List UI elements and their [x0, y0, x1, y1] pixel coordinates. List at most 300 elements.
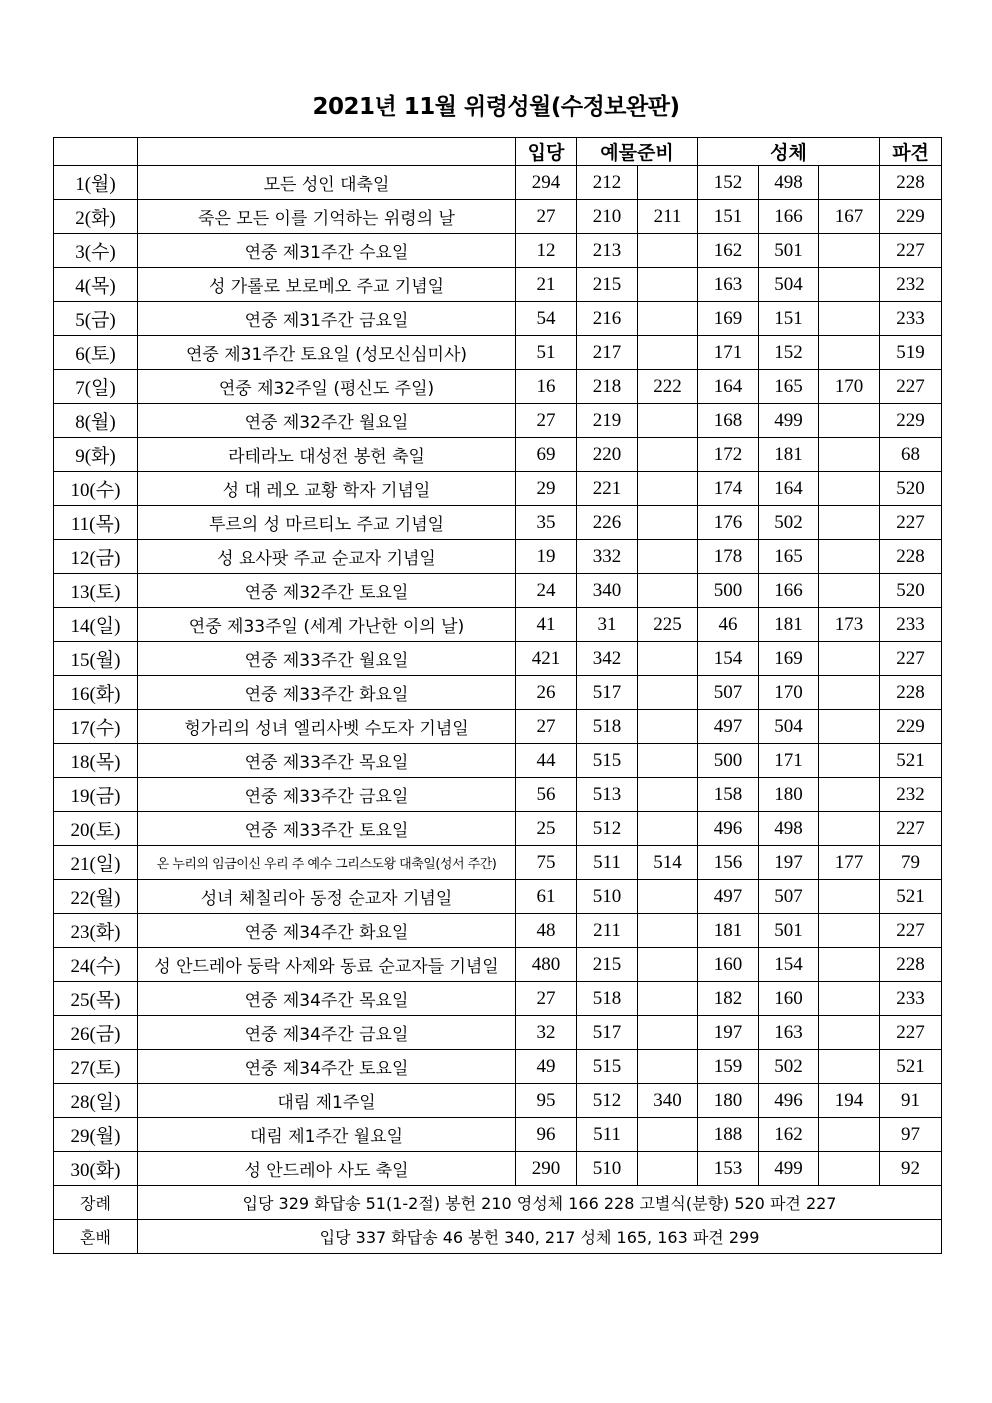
cell-offertory-2: [638, 404, 698, 438]
table-row: [54, 540, 942, 574]
cell-day: 13(토): [54, 574, 138, 608]
cell-communion-3: [819, 778, 880, 812]
cell-feast: 연중 제32주간 월요일: [138, 404, 516, 438]
cell-day: 24(수): [54, 948, 138, 982]
cell-communion-2: 163: [759, 1016, 819, 1050]
cell-offertory-2: [638, 1016, 698, 1050]
cell-communion-3: [819, 982, 880, 1016]
cell-dismissal: 233: [880, 608, 942, 642]
cell-dismissal: 521: [880, 1050, 942, 1084]
cell-day: 16(화): [54, 676, 138, 710]
cell-dismissal: 227: [880, 370, 942, 404]
cell-day: 9(화): [54, 438, 138, 472]
cell-dismissal: 227: [880, 642, 942, 676]
cell-offertory-1: 513: [577, 778, 638, 812]
cell-feast: 연중 제33주간 화요일: [138, 676, 516, 710]
cell-communion-1: 164: [698, 370, 759, 404]
cell-dismissal: 520: [880, 574, 942, 608]
cell-entrance: 75: [516, 846, 577, 880]
cell-communion-3: [819, 812, 880, 846]
cell-feast: 연중 제33주간 토요일: [138, 812, 516, 846]
cell-feast: 연중 제32주간 토요일: [138, 574, 516, 608]
cell-dismissal: 229: [880, 200, 942, 234]
cell-offertory-1: 210: [577, 200, 638, 234]
cell-dismissal: 521: [880, 880, 942, 914]
cell-feast: 라테라노 대성전 봉헌 축일: [138, 438, 516, 472]
table-row: [54, 608, 942, 642]
cell-feast: 성 요사팟 주교 순교자 기념일: [138, 540, 516, 574]
cell-entrance: 27: [516, 404, 577, 438]
header-feast: [138, 138, 516, 166]
cell-day: 5(금): [54, 302, 138, 336]
cell-feast: 연중 제34주간 화요일: [138, 914, 516, 948]
note-text: 입당 329 화답송 51(1-2절) 봉헌 210 영성체 166 228 고별식(분향) 520 파견 227: [138, 1186, 942, 1220]
cell-feast: 연중 제33주간 월요일: [138, 642, 516, 676]
cell-entrance: 48: [516, 914, 577, 948]
cell-feast: 모든 성인 대축일: [138, 166, 516, 200]
cell-offertory-2: [638, 1118, 698, 1152]
cell-feast: 연중 제34주간 토요일: [138, 1050, 516, 1084]
cell-dismissal: 232: [880, 778, 942, 812]
cell-day: 8(월): [54, 404, 138, 438]
cell-communion-3: 173: [819, 608, 880, 642]
cell-entrance: 27: [516, 200, 577, 234]
cell-entrance: 95: [516, 1084, 577, 1118]
cell-offertory-2: [638, 540, 698, 574]
cell-communion-3: [819, 1050, 880, 1084]
table-row: [54, 676, 942, 710]
cell-communion-2: 498: [759, 166, 819, 200]
table-row: [54, 744, 942, 778]
cell-communion-3: [819, 438, 880, 472]
cell-communion-1: 497: [698, 880, 759, 914]
cell-communion-2: 498: [759, 812, 819, 846]
cell-communion-3: 167: [819, 200, 880, 234]
cell-communion-1: 156: [698, 846, 759, 880]
cell-feast: 연중 제31주간 금요일: [138, 302, 516, 336]
cell-communion-1: 496: [698, 812, 759, 846]
cell-feast: 성 대 레오 교황 학자 기념일: [138, 472, 516, 506]
cell-entrance: 35: [516, 506, 577, 540]
table-row: [54, 166, 942, 200]
cell-communion-2: 180: [759, 778, 819, 812]
cell-communion-1: 188: [698, 1118, 759, 1152]
cell-communion-1: 158: [698, 778, 759, 812]
note-label: 혼배: [54, 1220, 138, 1254]
table-row: [54, 710, 942, 744]
cell-communion-3: 194: [819, 1084, 880, 1118]
cell-entrance: 16: [516, 370, 577, 404]
cell-communion-3: [819, 676, 880, 710]
cell-day: 30(화): [54, 1152, 138, 1186]
header-day: [54, 138, 138, 166]
cell-offertory-1: 31: [577, 608, 638, 642]
cell-offertory-2: [638, 676, 698, 710]
cell-communion-2: 165: [759, 540, 819, 574]
cell-communion-1: 169: [698, 302, 759, 336]
cell-dismissal: 97: [880, 1118, 942, 1152]
cell-communion-2: 499: [759, 404, 819, 438]
table-row: [54, 336, 942, 370]
cell-communion-1: 168: [698, 404, 759, 438]
cell-entrance: 49: [516, 1050, 577, 1084]
cell-entrance: 19: [516, 540, 577, 574]
cell-offertory-2: [638, 574, 698, 608]
table-row: [54, 472, 942, 506]
cell-communion-3: [819, 540, 880, 574]
cell-communion-3: [819, 234, 880, 268]
cell-offertory-1: 517: [577, 1016, 638, 1050]
cell-communion-2: 164: [759, 472, 819, 506]
cell-offertory-2: 514: [638, 846, 698, 880]
cell-dismissal: 229: [880, 404, 942, 438]
cell-feast: 성 안드레아 둥락 사제와 동료 순교자들 기념일: [138, 948, 516, 982]
cell-dismissal: 227: [880, 506, 942, 540]
cell-offertory-2: [638, 336, 698, 370]
table-row: [54, 812, 942, 846]
table-row: [54, 880, 942, 914]
cell-entrance: 54: [516, 302, 577, 336]
cell-offertory-1: 515: [577, 744, 638, 778]
cell-offertory-2: [638, 812, 698, 846]
cell-entrance: 41: [516, 608, 577, 642]
cell-communion-2: 181: [759, 608, 819, 642]
cell-communion-2: 499: [759, 1152, 819, 1186]
cell-communion-1: 507: [698, 676, 759, 710]
cell-communion-1: 197: [698, 1016, 759, 1050]
header-dismissal: 파견: [880, 138, 942, 166]
cell-offertory-1: 511: [577, 846, 638, 880]
cell-offertory-1: 510: [577, 1152, 638, 1186]
cell-day: 26(금): [54, 1016, 138, 1050]
cell-day: 7(일): [54, 370, 138, 404]
cell-offertory-1: 216: [577, 302, 638, 336]
cell-communion-3: [819, 166, 880, 200]
cell-dismissal: 229: [880, 710, 942, 744]
cell-entrance: 290: [516, 1152, 577, 1186]
cell-feast: 대림 제1주간 월요일: [138, 1118, 516, 1152]
cell-communion-1: 178: [698, 540, 759, 574]
page-title: 2021년 11월 위령성월(수정보완판): [312, 94, 680, 120]
cell-offertory-2: [638, 438, 698, 472]
cell-feast: 성녀 체칠리아 동정 순교자 기념일: [138, 880, 516, 914]
cell-offertory-2: [638, 166, 698, 200]
cell-day: 4(목): [54, 268, 138, 302]
cell-dismissal: 233: [880, 302, 942, 336]
table-row: [54, 404, 942, 438]
cell-dismissal: 232: [880, 268, 942, 302]
cell-day: 18(목): [54, 744, 138, 778]
cell-communion-3: [819, 642, 880, 676]
table-row: [54, 438, 942, 472]
cell-dismissal: 91: [880, 1084, 942, 1118]
cell-offertory-1: 512: [577, 812, 638, 846]
cell-communion-1: 151: [698, 200, 759, 234]
cell-entrance: 56: [516, 778, 577, 812]
cell-communion-1: 182: [698, 982, 759, 1016]
cell-communion-3: [819, 574, 880, 608]
cell-feast: 연중 제31주간 수요일: [138, 234, 516, 268]
cell-offertory-2: [638, 914, 698, 948]
table-row: [54, 370, 942, 404]
cell-offertory-2: [638, 778, 698, 812]
header-offertory: 예물준비: [577, 138, 698, 166]
cell-dismissal: 519: [880, 336, 942, 370]
table-row: [54, 846, 942, 880]
cell-feast: 죽은 모든 이를 기억하는 위령의 날: [138, 200, 516, 234]
cell-feast: 연중 제33주간 목요일: [138, 744, 516, 778]
cell-feast: 연중 제32주일 (평신도 주일): [138, 370, 516, 404]
cell-day: 23(화): [54, 914, 138, 948]
cell-entrance: 421: [516, 642, 577, 676]
cell-communion-2: 501: [759, 914, 819, 948]
cell-communion-2: 151: [759, 302, 819, 336]
cell-communion-3: [819, 1152, 880, 1186]
cell-day: 11(목): [54, 506, 138, 540]
cell-feast: 온 누리의 임금이신 우리 주 예수 그리스도왕 대축일(성서 주간): [138, 846, 516, 880]
hymn-schedule-table: [53, 137, 942, 1254]
cell-communion-1: 181: [698, 914, 759, 948]
cell-communion-3: [819, 302, 880, 336]
cell-communion-1: 174: [698, 472, 759, 506]
cell-offertory-2: [638, 268, 698, 302]
cell-communion-3: [819, 948, 880, 982]
cell-day: 12(금): [54, 540, 138, 574]
cell-communion-3: [819, 880, 880, 914]
cell-communion-2: 171: [759, 744, 819, 778]
cell-communion-2: 504: [759, 710, 819, 744]
cell-offertory-1: 517: [577, 676, 638, 710]
cell-communion-2: 197: [759, 846, 819, 880]
table-row: [54, 914, 942, 948]
cell-offertory-1: 220: [577, 438, 638, 472]
cell-feast: 연중 제33주일 (세계 가난한 이의 날): [138, 608, 516, 642]
cell-feast: 연중 제31주간 토요일 (성모신심미사): [138, 336, 516, 370]
cell-communion-2: 170: [759, 676, 819, 710]
table-row: [54, 200, 942, 234]
cell-communion-2: 496: [759, 1084, 819, 1118]
cell-day: 14(일): [54, 608, 138, 642]
cell-offertory-2: [638, 642, 698, 676]
cell-communion-2: 165: [759, 370, 819, 404]
cell-entrance: 21: [516, 268, 577, 302]
cell-feast: 헝가리의 성녀 엘리사벳 수도자 기념일: [138, 710, 516, 744]
cell-communion-2: 169: [759, 642, 819, 676]
note-text: 입당 337 화답송 46 봉헌 340, 217 성체 165, 163 파견 299: [138, 1220, 942, 1254]
cell-entrance: 61: [516, 880, 577, 914]
table-row: [54, 302, 942, 336]
cell-communion-1: 160: [698, 948, 759, 982]
cell-communion-2: 166: [759, 200, 819, 234]
table-row: [54, 234, 942, 268]
cell-offertory-2: 211: [638, 200, 698, 234]
cell-day: 10(수): [54, 472, 138, 506]
cell-feast: 연중 제34주간 목요일: [138, 982, 516, 1016]
note-label: 장례: [54, 1186, 138, 1220]
cell-communion-2: 152: [759, 336, 819, 370]
cell-offertory-2: [638, 710, 698, 744]
cell-communion-2: 166: [759, 574, 819, 608]
cell-communion-2: 502: [759, 506, 819, 540]
cell-feast: 대림 제1주일: [138, 1084, 516, 1118]
cell-communion-3: [819, 1016, 880, 1050]
cell-day: 28(일): [54, 1084, 138, 1118]
cell-communion-1: 176: [698, 506, 759, 540]
cell-communion-2: 507: [759, 880, 819, 914]
table-row: [54, 268, 942, 302]
cell-dismissal: 233: [880, 982, 942, 1016]
cell-communion-1: 159: [698, 1050, 759, 1084]
table-row: [54, 1050, 942, 1084]
cell-feast: 투르의 성 마르티노 주교 기념일: [138, 506, 516, 540]
cell-communion-1: 500: [698, 744, 759, 778]
cell-offertory-2: [638, 1152, 698, 1186]
cell-communion-3: [819, 744, 880, 778]
cell-day: 2(화): [54, 200, 138, 234]
table-row: [54, 574, 942, 608]
table-row: [54, 506, 942, 540]
cell-offertory-2: [638, 948, 698, 982]
cell-day: 21(일): [54, 846, 138, 880]
cell-offertory-1: 213: [577, 234, 638, 268]
cell-offertory-1: 512: [577, 1084, 638, 1118]
cell-entrance: 480: [516, 948, 577, 982]
cell-feast: 연중 제33주간 금요일: [138, 778, 516, 812]
cell-offertory-2: [638, 1050, 698, 1084]
table-row: [54, 1152, 942, 1186]
cell-offertory-1: 515: [577, 1050, 638, 1084]
cell-communion-2: 501: [759, 234, 819, 268]
cell-day: 6(토): [54, 336, 138, 370]
cell-offertory-2: 340: [638, 1084, 698, 1118]
cell-day: 3(수): [54, 234, 138, 268]
cell-communion-2: 502: [759, 1050, 819, 1084]
cell-entrance: 294: [516, 166, 577, 200]
cell-day: 27(토): [54, 1050, 138, 1084]
cell-communion-1: 180: [698, 1084, 759, 1118]
cell-offertory-1: 218: [577, 370, 638, 404]
cell-feast: 연중 제34주간 금요일: [138, 1016, 516, 1050]
cell-offertory-1: 211: [577, 914, 638, 948]
cell-communion-1: 153: [698, 1152, 759, 1186]
cell-communion-2: 162: [759, 1118, 819, 1152]
cell-entrance: 27: [516, 710, 577, 744]
cell-offertory-1: 226: [577, 506, 638, 540]
cell-offertory-2: [638, 744, 698, 778]
cell-communion-3: [819, 472, 880, 506]
cell-feast: 성 안드레아 사도 축일: [138, 1152, 516, 1186]
cell-communion-1: 172: [698, 438, 759, 472]
cell-entrance: 12: [516, 234, 577, 268]
cell-dismissal: 520: [880, 472, 942, 506]
cell-dismissal: 68: [880, 438, 942, 472]
table-row: [54, 1084, 942, 1118]
table-row: [54, 982, 942, 1016]
cell-offertory-2: [638, 302, 698, 336]
cell-day: 19(금): [54, 778, 138, 812]
table-row: [54, 1118, 942, 1152]
cell-offertory-1: 215: [577, 948, 638, 982]
cell-entrance: 51: [516, 336, 577, 370]
cell-dismissal: 228: [880, 540, 942, 574]
cell-communion-3: [819, 506, 880, 540]
cell-communion-3: [819, 404, 880, 438]
header-entrance: 입당: [516, 138, 577, 166]
cell-communion-3: 177: [819, 846, 880, 880]
cell-entrance: 27: [516, 982, 577, 1016]
table-row: [54, 642, 942, 676]
cell-offertory-1: 215: [577, 268, 638, 302]
note-row: [54, 1186, 942, 1220]
cell-day: 25(목): [54, 982, 138, 1016]
cell-communion-1: 154: [698, 642, 759, 676]
note-row: [54, 1220, 942, 1254]
cell-day: 15(월): [54, 642, 138, 676]
cell-dismissal: 227: [880, 234, 942, 268]
cell-dismissal: 227: [880, 914, 942, 948]
cell-entrance: 29: [516, 472, 577, 506]
cell-entrance: 32: [516, 1016, 577, 1050]
table-row: [54, 1016, 942, 1050]
cell-communion-3: [819, 268, 880, 302]
cell-communion-3: 170: [819, 370, 880, 404]
cell-offertory-1: 510: [577, 880, 638, 914]
cell-day: 22(월): [54, 880, 138, 914]
cell-dismissal: 228: [880, 948, 942, 982]
cell-offertory-1: 332: [577, 540, 638, 574]
cell-offertory-1: 221: [577, 472, 638, 506]
cell-offertory-2: 222: [638, 370, 698, 404]
cell-offertory-1: 342: [577, 642, 638, 676]
cell-entrance: 69: [516, 438, 577, 472]
cell-day: 1(월): [54, 166, 138, 200]
cell-communion-2: 504: [759, 268, 819, 302]
cell-entrance: 25: [516, 812, 577, 846]
cell-offertory-2: [638, 880, 698, 914]
cell-communion-2: 181: [759, 438, 819, 472]
cell-communion-1: 171: [698, 336, 759, 370]
cell-communion-1: 497: [698, 710, 759, 744]
cell-feast: 성 가롤로 보로메오 주교 기념일: [138, 268, 516, 302]
cell-entrance: 44: [516, 744, 577, 778]
table-row: [54, 778, 942, 812]
cell-communion-3: [819, 914, 880, 948]
cell-day: 17(수): [54, 710, 138, 744]
cell-offertory-2: [638, 982, 698, 1016]
cell-offertory-1: 340: [577, 574, 638, 608]
cell-entrance: 96: [516, 1118, 577, 1152]
cell-dismissal: 521: [880, 744, 942, 778]
cell-communion-1: 163: [698, 268, 759, 302]
cell-offertory-1: 518: [577, 982, 638, 1016]
header-row: [54, 138, 942, 166]
table-row: [54, 948, 942, 982]
cell-offertory-1: 217: [577, 336, 638, 370]
cell-communion-1: 46: [698, 608, 759, 642]
cell-communion-1: 162: [698, 234, 759, 268]
cell-communion-1: 152: [698, 166, 759, 200]
cell-communion-3: [819, 336, 880, 370]
cell-offertory-2: [638, 472, 698, 506]
cell-offertory-1: 511: [577, 1118, 638, 1152]
cell-communion-1: 500: [698, 574, 759, 608]
cell-dismissal: 227: [880, 812, 942, 846]
cell-dismissal: 92: [880, 1152, 942, 1186]
cell-offertory-2: [638, 506, 698, 540]
cell-communion-3: [819, 710, 880, 744]
cell-day: 29(월): [54, 1118, 138, 1152]
cell-dismissal: 227: [880, 1016, 942, 1050]
